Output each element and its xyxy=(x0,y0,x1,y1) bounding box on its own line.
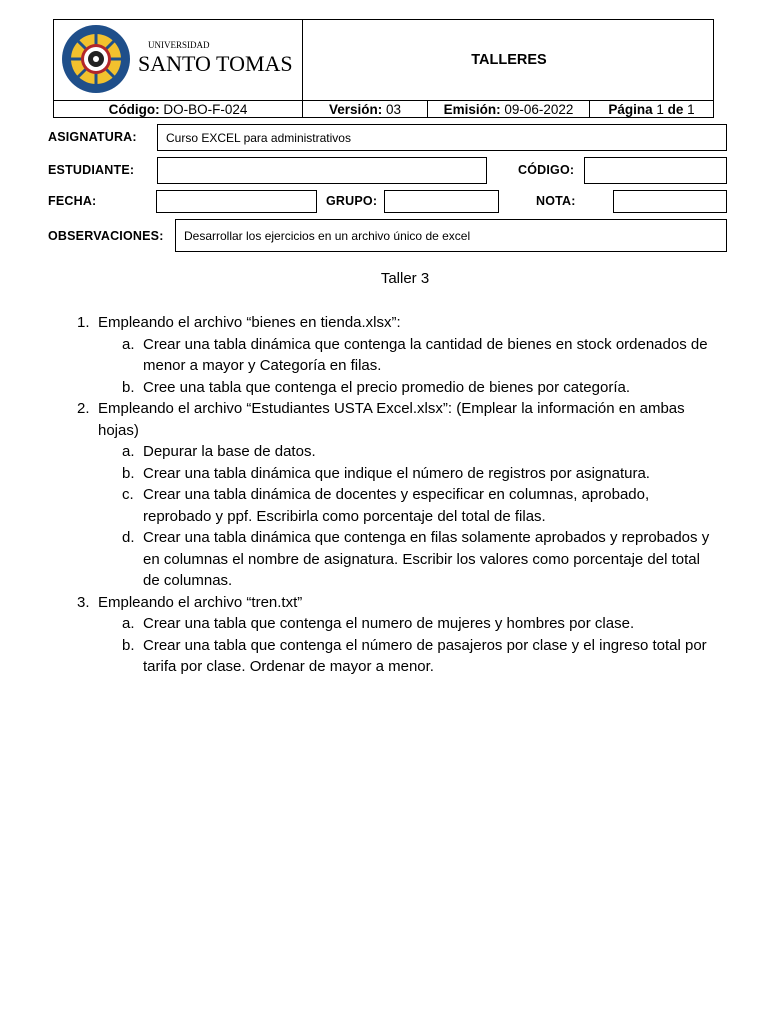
estudiante-label: ESTUDIANTE: xyxy=(48,163,135,177)
university-logo-text xyxy=(138,40,300,84)
exercise-item xyxy=(0,398,710,441)
sub-item xyxy=(0,463,710,485)
sub-item xyxy=(0,441,710,463)
grupo-field[interactable] xyxy=(384,190,499,213)
observaciones-label: OBSERVACIONES: xyxy=(48,229,164,243)
exercise-text: Empleando el archivo “tren.txt” xyxy=(98,593,303,611)
exercise-list xyxy=(0,312,768,678)
asignatura-label: ASIGNATURA: xyxy=(48,130,137,144)
university-seal-icon xyxy=(61,24,131,94)
sub-item xyxy=(0,613,710,635)
sub-item-text: Crear una tabla dinámica que contenga en filas solamente aprobados y reprobados y en columnas el nombre de asignatura. Escribir los valores como porcentaje del total de columnas. xyxy=(143,529,710,589)
sub-item-text: Cree una tabla que contenga el precio promedio de bienes por categoría. xyxy=(143,378,630,396)
sub-item-letter: b. xyxy=(122,378,135,396)
nota-label: NOTA: xyxy=(536,194,576,208)
codigo-cell: Código: DO-BO-F-024 xyxy=(108,102,248,117)
document-title: TALLERES xyxy=(471,52,547,68)
pagina-cell: Página 1 de 1 xyxy=(608,102,695,117)
fecha-label: FECHA: xyxy=(48,194,97,208)
sub-item-letter: b. xyxy=(122,636,135,654)
fecha-field[interactable] xyxy=(156,190,317,213)
sub-item-letter: a. xyxy=(122,615,135,632)
sub-item-text: Depurar la base de datos. xyxy=(143,443,316,460)
exercise-number: 1. xyxy=(77,314,90,331)
sub-item-text: Crear una tabla dinámica de docentes y especificar en columnas, aprobado, reprobado y ppf. Escribirla como porcentaje del total de filas. xyxy=(143,486,650,525)
sub-item-letter: a. xyxy=(122,443,135,460)
sub-item-text: Crear una tabla dinámica que contenga la cantidad de bienes en stock ordenados de menor a mayor y Categoría en filas. xyxy=(143,335,708,374)
version-cell: Versión: 03 xyxy=(328,102,402,117)
sub-item-letter: c. xyxy=(122,486,134,503)
document-header xyxy=(53,19,714,118)
sub-item-letter: a. xyxy=(122,335,135,353)
estudiante-field[interactable] xyxy=(157,157,487,184)
exercise-text: Empleando el archivo “Estudiantes USTA Excel.xlsx”: (Emplear la información en ambas hojas) xyxy=(98,400,685,439)
nota-field[interactable] xyxy=(613,190,727,213)
exercise-item xyxy=(0,592,710,614)
exercise-text: Empleando el archivo “bienes en tienda.xlsx”: xyxy=(98,314,401,331)
codigo-label: CÓDIGO: xyxy=(518,163,575,177)
exercise-item xyxy=(0,312,710,334)
sub-item-letter: b. xyxy=(122,464,135,482)
grupo-label: GRUPO: xyxy=(326,194,378,208)
sub-item xyxy=(0,484,710,527)
sub-item xyxy=(0,334,710,377)
exercise-number: 3. xyxy=(77,593,90,611)
sub-item xyxy=(0,635,710,678)
observaciones-field[interactable]: Desarrollar los ejercicios en un archivo único de excel xyxy=(175,219,727,252)
logo-big-text: SANTO TOMAS xyxy=(138,51,293,76)
sub-item-text: Crear una tabla que contenga el numero de mujeres y hombres por clase. xyxy=(143,615,635,632)
codigo-field[interactable] xyxy=(584,157,727,184)
sub-item xyxy=(0,377,710,399)
sub-item-text: Crear una tabla que contenga el número de pasajeros por clase y el ingreso total por tarifa por clase. Ordenar de mayor a menor. xyxy=(143,636,707,675)
exercise-number: 2. xyxy=(77,400,90,417)
sub-item-text: Crear una tabla dinámica que indique el número de registros por asignatura. xyxy=(143,464,650,482)
asignatura-field[interactable]: Curso EXCEL para administrativos xyxy=(157,124,727,151)
workshop-title: Taller 3 xyxy=(380,270,430,287)
emision-cell: Emisión: 09-06-2022 xyxy=(443,102,574,117)
sub-item-letter: d. xyxy=(122,529,135,546)
sub-item xyxy=(0,527,710,592)
logo-small-text: UNIVERSIDAD xyxy=(148,40,210,50)
